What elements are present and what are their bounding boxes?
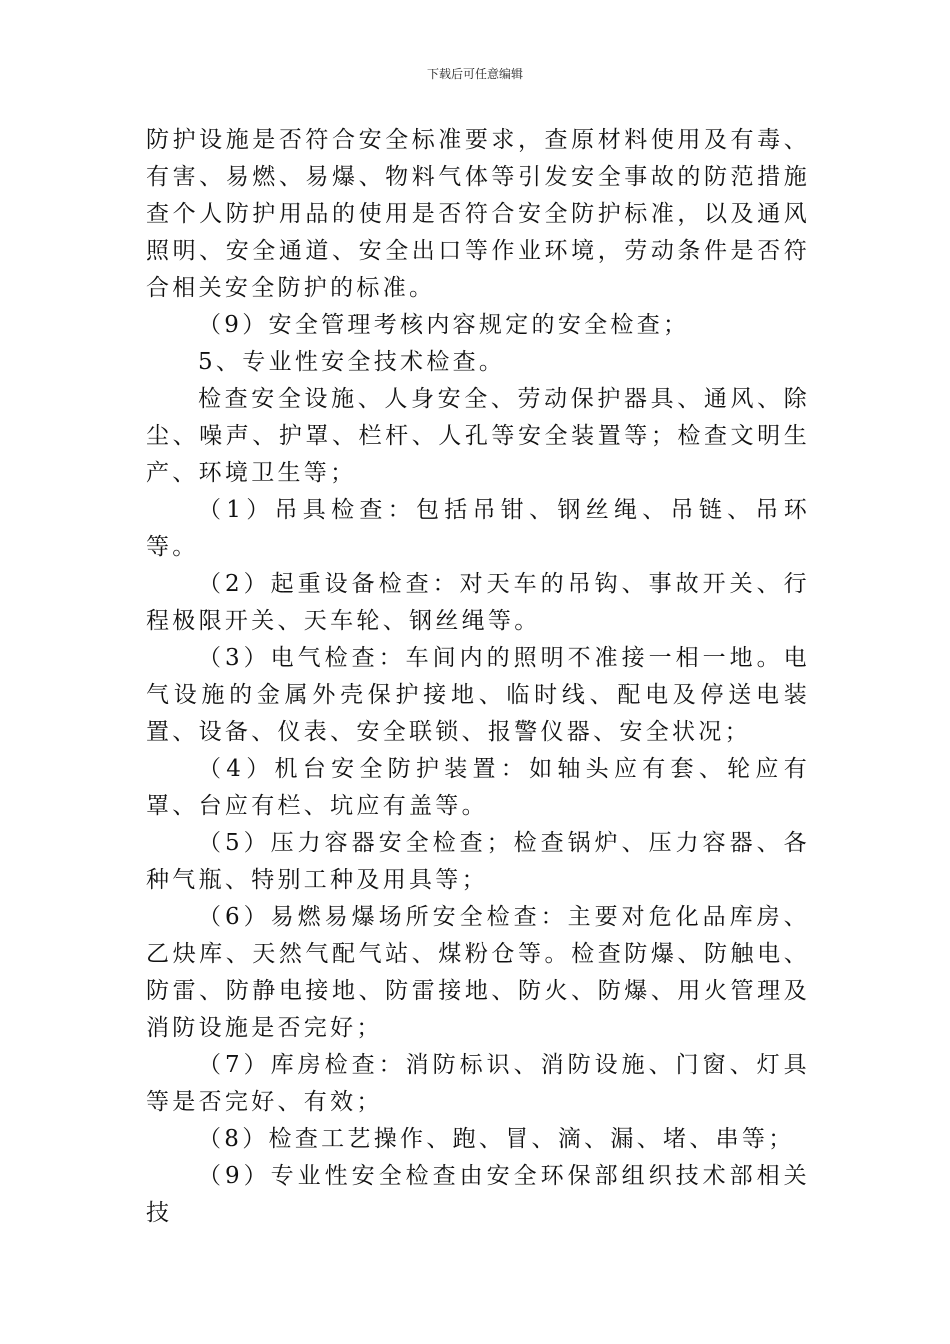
paragraph-13: （9）专业性安全检查由安全环保部组织技术部相关技 — [146, 1163, 810, 1226]
page-header: 下载后可任意编辑 — [426, 67, 523, 81]
document-body — [146, 122, 810, 1232]
paragraph-6: （2）起重设备检查：对天车的吊钩、事故开关、行程极限开关、天车轮、钢丝绳等。 — [146, 571, 810, 634]
paragraph-12: （8）检查工艺操作、跑、冒、滴、漏、堵、串等； — [198, 1126, 795, 1152]
paragraph-8: （4）机台安全防护装置：如轴头应有套、轮应有罩、台应有栏、坑应有盖等。 — [146, 756, 810, 819]
paragraph-7: （3）电气检查：车间内的照明不准接一相一地。电气设施的金属外壳保护接地、临时线、配电及停送电装置、设备、仪表、安全联锁、报警仪器、安全状况； — [146, 645, 810, 745]
paragraph-5: （1）吊具检查：包括吊钳、钢丝绳、吊链、吊环等。 — [146, 497, 810, 560]
paragraph-10: （6）易燃易爆场所安全检查：主要对危化品库房、乙炔库、天然气配气站、煤粉仓等。检查防爆、防触电、防雷、防静电接地、防雷接地、防火、防爆、用火管理及消防设施是否完好； — [146, 904, 810, 1041]
paragraph-1: 防护设施是否符合安全标准要求，查原材料使用及有毒、有害、易燃、易爆、物料气体等引发安全事故的防范措施查个人防护用品的使用是否符合安全防护标准，以及通风照明、安全通道、安全出口等作业环境，劳动条件是否符合相关安全防护的标准。 — [146, 127, 810, 301]
paragraph-11: （7）库房检查：消防标识、消防设施、门窗、灯具等是否完好、有效； — [146, 1052, 810, 1115]
paragraph-2: （9）安全管理考核内容规定的安全检查； — [198, 312, 690, 338]
paragraph-3: 5、专业性安全技术检查。 — [198, 349, 506, 375]
paragraph-4: 检查安全设施、人身安全、劳动保护器具、通风、除尘、噪声、护罩、栏杆、人孔等安全装置等；检查文明生产、环境卫生等； — [146, 386, 810, 486]
paragraph-9: （5）压力容器安全检查；检查锅炉、压力容器、各种气瓶、特别工种及用具等； — [146, 830, 810, 893]
